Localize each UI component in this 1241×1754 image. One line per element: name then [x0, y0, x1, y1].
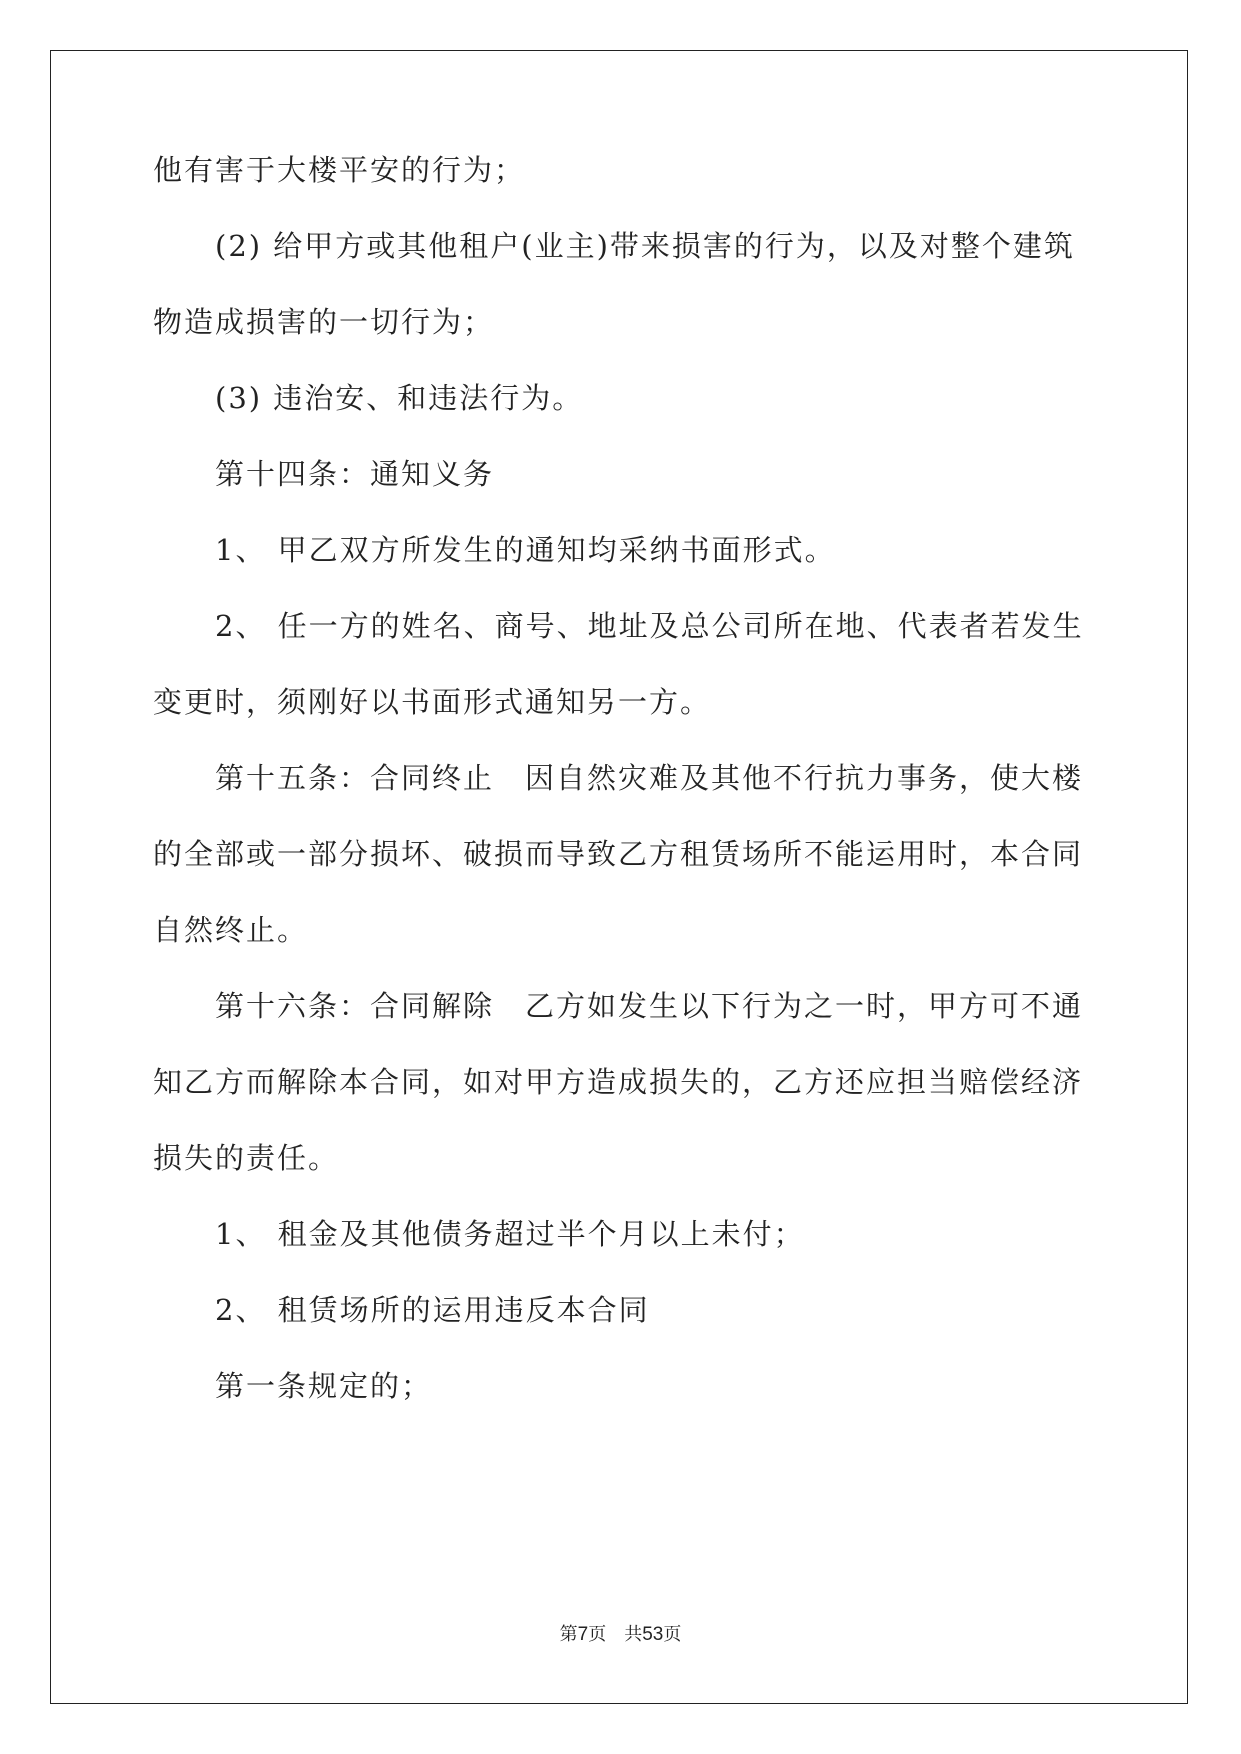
paragraph-line: 2、 租赁场所的运用违反本合同 [215, 1293, 650, 1327]
paragraph-line: 知乙方而解除本合同，如对甲方造成损失的，乙方还应担当赔偿经济 [153, 1065, 1084, 1099]
paragraph-line: 1、 租金及其他债务超过半个月以上未付； [215, 1217, 805, 1251]
current-page-number: 7 [577, 1624, 589, 1645]
page-footer [0, 1620, 1241, 1646]
footer-suffix: 页 [663, 1624, 682, 1645]
paragraph-line: 第十六条：合同解除 乙方如发生以下行为之一时，甲方可不通 [215, 989, 1084, 1023]
footer-prefix: 第 [559, 1624, 578, 1645]
paragraph-line: 他有害于大楼平安的行为； [153, 153, 526, 187]
paragraph-line: 损失的责任。 [153, 1141, 340, 1175]
footer-mid: 页 共 [588, 1624, 643, 1645]
paragraph-line: (2) 给甲方或其他租户(业主)带来损害的行为，以及对整个建筑 [215, 229, 1075, 263]
paragraph-line: 2、 任一方的姓名、商号、地址及总公司所在地、代表者若发生 [215, 609, 1084, 643]
paragraph-line: 自然终止。 [153, 913, 309, 947]
paragraph-line: 第十五条：合同终止 因自然灾难及其他不行抗力事务，使大楼 [215, 761, 1084, 795]
paragraph-line: 第一条规定的； [215, 1369, 433, 1403]
paragraph-line: 1、 甲乙双方所发生的通知均采纳书面形式。 [215, 533, 836, 567]
section-heading: 第十四条：通知义务 [215, 457, 495, 491]
total-page-count: 53 [642, 1624, 664, 1645]
page-border [50, 50, 1188, 1704]
paragraph-line: 物造成损害的一切行为； [153, 305, 495, 339]
paragraph-line: (3) 违治安、和违法行为。 [215, 381, 584, 415]
paragraph-line: 的全部或一部分损坏、破损而导致乙方租赁场所不能运用时，本合同 [153, 837, 1084, 871]
paragraph-line: 变更时，须刚好以书面形式通知另一方。 [153, 685, 712, 719]
